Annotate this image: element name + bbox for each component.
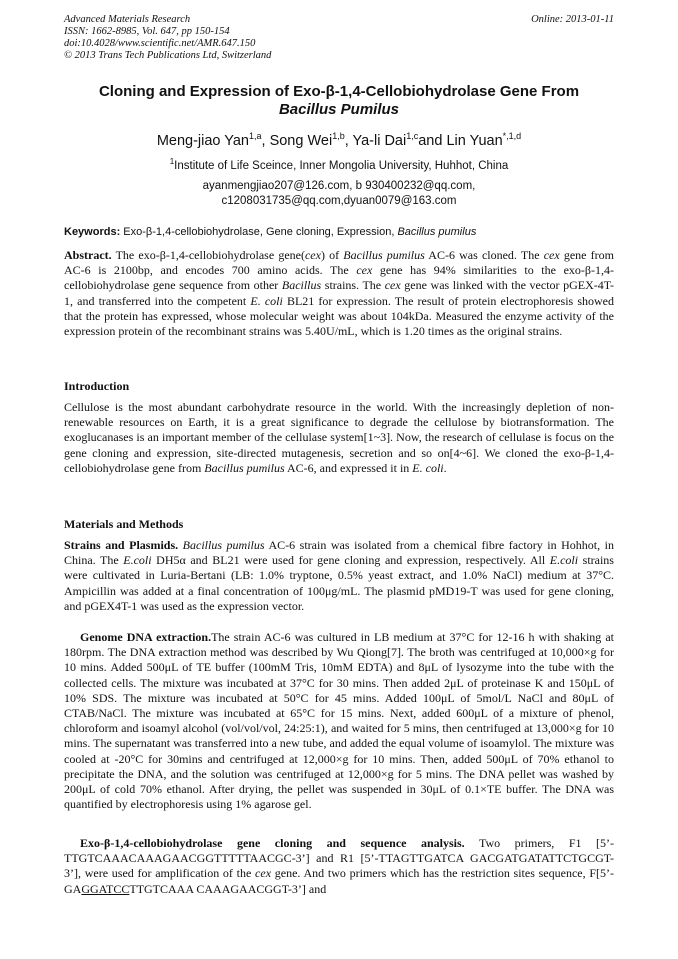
abstract-label: Abstract. <box>64 248 112 262</box>
author-4-affil: *,1,d <box>502 131 522 141</box>
genome-text: The strain AC-6 was cultured in LB medium at 37°C for 12-16 h with shaking at 180rpm. The DNA extraction method was described by Wu Qiong[7]. The broth was centrifuged at 10,000×g for 10 mins. Added 500μL of TE buffer (100mM Tris, 10mM EDTA) and 8μL of lysozyme into the tube with the collected cells. The mixture was incubated at 37°C for 30 mins. Then added 2μL of proteinase K and 150μL of 10% SDS. The mixture was incubated at 50°C for 45 mins. Added 100μL of 5mol/L NaCl and 80μL of CTAB/NaCl. The mixture was incubated at 65°C for 15 mins. Next, added 600μL of a mixture of phenol, chloroform and isoamyl alcohol (vol/vol/vol, 24:25:1), and waited for 5 mins, then centrifuged at 13,000×g for 10 mins. The supernatant was transferred into a new tube, and added the equal volume of isoamylol. The mixture was cooled at -20°C for 30mins and centrifuged at 12,000×g for 10 mins. Then, added 500μL of 70% ethanol to precipitate the DNA, and the solution was centrifuged at 12,000×g for 5 mins. The DNA pellet was washed by 200μL of cold 70% ethanol. After drying, the pellet was suspended in 30μL of 0.1×TE buffer. The DNA was quantified by electrophoresis using 1% agarose gel. <box>64 630 614 812</box>
email-block <box>64 179 614 209</box>
strains-label: Strains and Plasmids. <box>64 538 179 552</box>
abstract-text: gene has 94% similarities to the exo-β-1,4-cellobiohydrolase gene sequence from other <box>64 263 615 293</box>
affiliation <box>64 157 614 172</box>
intro-italic: Bacillus pumilus <box>204 460 285 475</box>
author-3: , Ya-li Dai <box>344 132 407 149</box>
issn: ISSN: 1662-8985, Vol. 647, pp 150-154 <box>64 26 230 37</box>
cloning-label: Exo-β-1,4-cellobiohydrolase gene cloning and sequence analysis. <box>80 836 465 850</box>
abstract-italic: cex <box>384 278 401 293</box>
email-line-1: ayanmengjiao207@126.com, b 930400232@qq.com, <box>202 180 476 192</box>
keywords-label: Keywords: <box>64 226 121 238</box>
abstract-text: gene was linked with the vector pGEX-4T-1, and transferred into the competent <box>64 278 614 308</box>
intro-text: AC-6, and expressed it in <box>284 460 413 475</box>
strains-italic: E.coli <box>123 553 152 568</box>
copyright: © 2013 Trans Tech Publications Ltd, Switzerland <box>64 50 272 61</box>
author-2-affil: 1,b <box>332 131 345 141</box>
abstract-text: strains. The <box>321 278 385 293</box>
methods-heading: Materials and Methods <box>64 517 184 531</box>
abstract-text: AC-6 was cloned. The <box>424 248 544 262</box>
strains-italic: Bacillus pumilus <box>182 538 265 552</box>
keywords-text: Exo-β-1,4-cellobiohydrolase, Gene cloning, Expression, <box>120 226 398 238</box>
doi: doi:10.4028/www.scientific.net/AMR.647.150 <box>64 38 256 49</box>
strains-italic: E.coli <box>549 553 579 568</box>
strains-text: AC-6 strain was isolated from a chemical fibre factory in Hohhot, in China. The <box>64 538 614 568</box>
affiliation-text: Institute of Life Sceince, Inner Mongolia University, Huhhot, China <box>174 159 509 172</box>
cloning-text: TTGTCAAA CAAAGAACGGT-3’] and <box>129 881 327 896</box>
abstract-italic: E. coli <box>250 293 283 308</box>
paper-title <box>64 83 614 119</box>
title-line-1: Cloning and Expression of Exo-β-1,4-Cellobiohydrolase Gene From <box>98 83 580 100</box>
intro-italic: E. coli <box>412 460 444 475</box>
intro-text: Cellulose is the most abundant carbohydrate resource in the world. With the increasingly depletion of non-renewable resources on Earth, it is a great significance to degrade the cellulose by biotransformation. The exoglucanases is an important member of the cellulase system[1~3]. Now, the research of cellulase is focus on the gene cloning and expression, site-directed mutagenesis, secretion and so on[4~6]. We cloned the exo-β-1,4-cellobiohydrolase gene from <box>64 400 614 475</box>
journal-header <box>64 14 271 62</box>
abstract-italic: cex <box>543 248 560 262</box>
abstract-italic: cex <box>304 248 321 262</box>
keywords-italic: Bacillus pumilus <box>397 226 477 238</box>
introduction-paragraph <box>64 400 614 476</box>
cloning-text: Two primers, F1 [5’-TTGTCAAACAAAGAACGGTTTTTAACGC-3’] and R1 [5’-TTAGTTGATCA GACGATGATATTCTGCGT-3’], were used for amplification of the <box>64 836 614 881</box>
intro-text: . <box>443 460 447 475</box>
abstract <box>64 248 614 339</box>
author-1-affil: 1,a <box>249 131 262 141</box>
cloning-text: gene. And two primers which has the restriction sites sequence, F[5’-GA <box>64 866 614 896</box>
abstract-italic: cex <box>356 263 373 278</box>
author-1: Meng-jiao Yan <box>156 132 249 149</box>
restriction-site: GGATCC <box>81 881 130 896</box>
cloning-italic: cex <box>255 866 272 881</box>
cloning-paragraph <box>64 836 614 897</box>
abstract-italic: Bacillus pumilus <box>343 248 425 262</box>
genome-paragraph <box>64 630 614 812</box>
abstract-italic: Bacillus <box>281 278 322 293</box>
journal-name: Advanced Materials Research <box>64 14 191 25</box>
affiliation-number: 1 <box>169 157 175 166</box>
strains-text: DH5α and BL21 were used for gene cloning and expression, respectively. All <box>151 553 550 568</box>
abstract-text: gene from AC-6 is 2100bp, and encodes 700 amino acids. The <box>64 248 614 278</box>
abstract-text: ) of <box>320 248 344 262</box>
abstract-text: The exo-β-1,4-cellobiohydrolase gene( <box>111 248 305 262</box>
abstract-text: BL21 for expression. The result of protein electrophoresis showed that the protein has expressed, whose molecular weight was about 104kDa. Measured the enzyme activity of the expression protein of the recombinant strains was 5.40U/mL, which is 1.20 times as the original strains. <box>64 293 614 339</box>
author-4: and Lin Yuan <box>418 132 503 149</box>
keywords <box>64 226 614 238</box>
strains-paragraph <box>64 538 614 614</box>
online-date: Online: 2013-01-11 <box>531 14 614 25</box>
author-list <box>64 131 614 149</box>
genome-label: Genome DNA extraction. <box>80 630 212 644</box>
introduction-heading: Introduction <box>64 379 130 393</box>
author-2: , Song Wei <box>261 132 333 149</box>
strains-text: strains were cultivated in Luria-Bertani (LB: 1.0% tryptone, 0.5% yeast extract, and 1.0% NaCl) medium at 37°C. Ampicillin was added at a final concentration of 100μg/mL. The plasmid pMD19-T was used for gene cloning, and pGEX4T-1 was used as the expression vector. <box>64 553 614 613</box>
title-line-2: Bacillus Pumilus <box>278 101 400 118</box>
author-3-affil: 1,c <box>406 131 419 141</box>
email-line-2: c1208031735@qq.com,dyuan0079@163.com <box>221 195 457 207</box>
